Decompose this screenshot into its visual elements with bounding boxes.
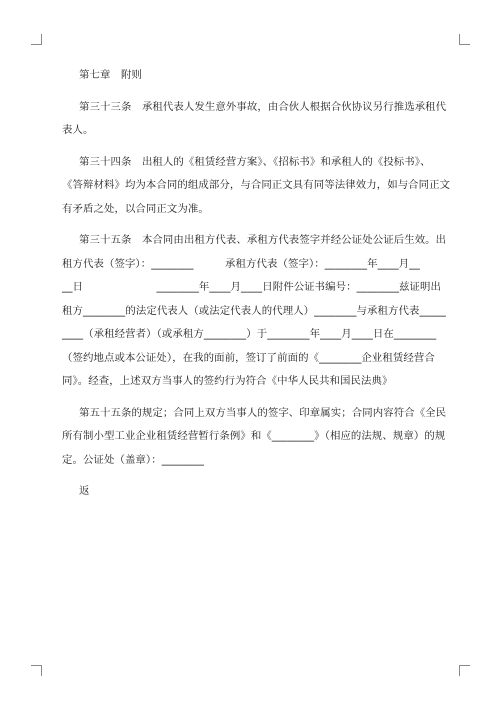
document-body [62, 64, 451, 504]
crop-mark-top-right [459, 34, 470, 45]
article-35 [62, 229, 447, 394]
return-link-block [62, 480, 440, 504]
paragraph-line: （签约地点或本公证处），在我的面前，签订了前面的《________企业租赁经营合 [62, 351, 435, 364]
paragraph-line: 第五十五条的规定；合同上双方当事人的签字、印章属实；合同内容符合《全民 [79, 406, 447, 419]
crop-mark-top-left [31, 34, 42, 45]
article-55-continuation [62, 402, 447, 473]
crop-mark-bottom-left [31, 665, 42, 676]
paragraph-line: 第三十三条 承租代表人发生意外事故，由合伙人根据合伙协议另行推选承租代 [79, 100, 447, 113]
paragraph-line: 第三十四条 出租人的《租赁经营方案》、《招标书》和承租人的《投标书》、 [79, 155, 431, 168]
article-34 [62, 151, 451, 222]
paragraph-line: 租方代表（签字）：________ 承租方代表（签字）：________年____月__ [62, 257, 420, 270]
paragraph-line: 《答辩材料》均为本合同的组成部分，与合同正文具有同等法律效力，如与合同正文 [62, 179, 451, 191]
paragraph-line: 第三十五条 本合同由出租方代表、承租方代表签字并经公证处公证后生效。出 [79, 234, 447, 246]
article-33 [62, 96, 447, 143]
crop-mark-bottom-right [459, 665, 470, 676]
paragraph-line: __日 ________年____月____日附件公证书编号：________兹证明出 [62, 281, 441, 293]
chapter-heading: 第七章 附则 [79, 69, 142, 81]
paragraph-line: 表人。 [62, 124, 94, 136]
paragraph-line: ____（承租经营者）（或承租方________）于________年____月____日在________ [62, 328, 437, 340]
paragraph-line: 有矛盾之处，以合同正文为准。 [62, 202, 209, 215]
paragraph-line: 同》。经查，上述双方当事人的签约行为符合《中华人民共和国民法典》 [62, 375, 393, 387]
paragraph-line: 定。公证处（盖章）：________ [62, 453, 205, 466]
return-text: 返 [79, 485, 90, 497]
paragraph-line: 租方________的法定代表人（或法定代表人的代理人）________与承租方代表_____ [62, 304, 446, 317]
paragraph-line: 所有制小型工业企业租赁经营暂行条例》和《________》（相应的法规、规章）的规 [62, 430, 446, 442]
